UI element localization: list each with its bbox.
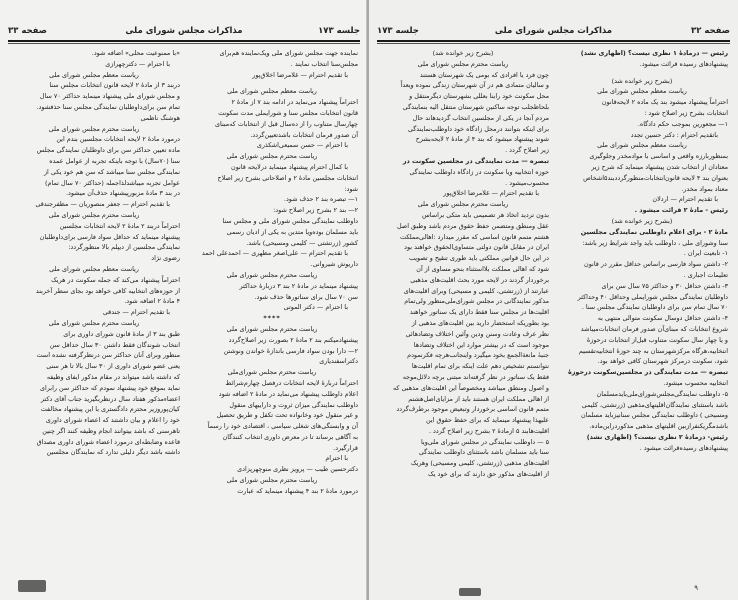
text-line: نتوانستم تشخیص دهم علت اینکه برای تمام اقلیت‌ها: [411, 362, 549, 371]
text-line: اعلام داوطلب پیشنهاد می‌نماید در مادهٔ ۲ اضافه شود: [218, 389, 358, 398]
text-line: و مجلس شورای ملی پیشنهاد مینماید حداکثر ۷۰ سال: [39, 92, 180, 101]
text-line: ۷۰ سال تمام سن برای داوطلبان نمایندگی مجلس سنا .: [581, 303, 728, 312]
left-page-column-right: [186, 48, 358, 497]
text-line: پیشنهاد مینماید در مادهٔ ۲ بند ۳ دربارهٔ حداکثر: [239, 281, 358, 290]
text-line: فقط یک سناتور در نظر گرفته‌اند مبتنی برچه دلائل‌موجه: [402, 372, 549, 381]
text-line: ایران در مقابل قانون دولتی متساوی‌الحقوق خواهند بود: [404, 243, 549, 252]
address-heading: ریاست محترم مجلس شورای ملی: [417, 59, 509, 68]
text-line: دکترحسین طیب — پرویز نظری منوچهرپزادی: [237, 465, 358, 474]
text-line: داشته باشد دیگر دلیلی ندارد که نمایندگان مجلسین: [46, 448, 180, 457]
address-heading: ریاست محترم مجلس شورای ملی: [48, 210, 140, 219]
text-line: ماده تعیین حداکثر سن برای داوطلبان نمایندگی مجلس: [36, 146, 180, 155]
text-line: در این حال قوانین مملکتی باید طوری تنقیح و تصویب: [409, 254, 549, 263]
text-line: شوند پیشنهاد میشود که بند ۴ از مادهٔ ۲ لایحه‌بشرح: [415, 135, 549, 144]
text-line: تعلیمات اجباری .: [683, 270, 728, 279]
text-line: بعنوان بند ۴ لایحه قانون‌انتخابات‌منظورگرددبند۵اشخاص: [583, 173, 728, 182]
header-rule-thin: [377, 43, 730, 44]
text-line: شود که اهالی مملکت بلااستثناء بنحو مساوی از آن: [416, 264, 549, 273]
scan-smudge: [459, 588, 481, 596]
text-line: انتخابات بشرح زیر اصلاح شود :: [644, 108, 728, 117]
speaker-line: رئیس- درمادهٔ ۲ نظری نیست؟ (اظهاری نشد): [586, 432, 728, 441]
text-line: بمنظوربارزه واقعی و اساسی با موادمخدر وجلوگیری: [589, 152, 728, 161]
text-line: برخوردار گردند در لایحه مورد بحث اقلیت‌های مذهبی: [410, 275, 549, 284]
text-line: درمورد مادهٔ ۲ لایحه انتخابات مجلسین بندم این: [56, 135, 180, 144]
text-line: مجلس‌سنا انتخاب نمایند .: [290, 59, 358, 68]
text-line: سن ۷۰ سال برای سناتورها حذف شود.: [254, 292, 358, 301]
address-heading: ریاست معظم مجلس شورای ملی: [49, 70, 139, 79]
text-line: ۱- تابعیت ایران .: [683, 249, 728, 258]
text-line: سنا باید مسلمان باشد باستثنای داوطلب نمایندگی: [418, 448, 549, 457]
text-line: معتادان از انتخاب شدن پیشنهاد مینماید که شرح زیر: [591, 162, 728, 171]
text-line: ۲— بند ۲ بشرح زیر اصلاح شود:: [273, 206, 358, 215]
text-line: احتراماً پیشنهاد میشود بند یک ماده ۲ لایحه‌قانون: [601, 98, 728, 107]
text-line: تاهرسنی که باشد بیتوانند انجام وظیفه کنند اگر چنین: [42, 426, 180, 435]
text-line: خود را اعلام و بیان داشتند که اعضاء شورای داوری: [45, 416, 180, 425]
address-heading: ریاست محترم مجلس شورای ملی: [226, 324, 318, 333]
text-line: هشتم متمم قانون اساسی که مقرر میدارد :اهالی‌مملکت: [399, 232, 549, 241]
text-line: تمام سن برای‌داوطلبان نمایندگی مجلس سنا حذفشود.: [36, 102, 180, 111]
text-line: چهارسال متناوب را از ده‌سال قبل از انتخابات که‌مبنای: [215, 119, 358, 128]
text-line: انتخابیه محسوب میشود.: [663, 378, 728, 387]
text-line: بلحاظجلب توجه ساکنین شهرستان منتقل الیه بنمایندگی: [402, 102, 549, 111]
signature-line: با احترام — دکترچهرازی: [105, 59, 170, 68]
text-line: باید مسلمان بوده‌ویا متدین به یکی از ادیان رسمی: [226, 227, 358, 236]
right-page: [369, 0, 738, 600]
scan-smudge: [18, 580, 46, 592]
address-heading: ریاست معظم مجلس شورای ملی: [597, 87, 687, 96]
page-folio: ۹: [694, 584, 698, 592]
text-line: زیر اصلاح گردد .: [505, 146, 549, 155]
text-line: ۳- داشتن حداقل ۳۰ و حداکثر ۷۵ سال سن برای: [601, 281, 728, 290]
signature-line: با تقدیم احترام — غلامرضا اخلاق‌پور: [252, 70, 348, 79]
address-heading: ریاست محترم مجلس شورای ملی: [226, 270, 318, 279]
address-heading: ریاست معظم مجلس شورای ملی: [49, 264, 139, 273]
text-line: ۵ — داوطلب نمایندگی در مجلس شورای ملی‌ویا: [420, 437, 549, 446]
text-line: چون فرد یا افرادی که بومی یک شهرستان هستند: [419, 70, 549, 79]
speaker-line: تبصره — مدت نمایندگی در مجلسین سکونت در: [402, 156, 549, 165]
address-heading: ریاست محترم مجلس شورای ملی: [48, 124, 140, 133]
text-line: باشد باستثنای نمایندگان‌اقلیتهای‌مذهبی (زرتشتی، کلیمی: [581, 400, 728, 409]
text-line: نمایندگی مجلس سنا میباشد که سن هم خود یکی از: [43, 167, 180, 176]
text-line: و غیر منقول خود وخانواده تحت تکفل و طریق تحصیل: [216, 411, 358, 420]
text-line: ومسیحی ) داوطلب نمایندگی مجلس سنانیزباید مسلمان: [580, 411, 728, 420]
text-line: ۴- داشتن حداقل دوسال سکونت متوالی منتهی به: [597, 314, 728, 323]
text-line: مردم آنجا در یکی از مجلسین انتخاب گردیدهاند حال: [412, 113, 549, 122]
text-line: یعنی عضو شورای داوری از ۳۰ سال بالا تا هر سنی: [46, 362, 180, 371]
address-heading: ریاست محترم مجلس شورای ملی: [48, 318, 140, 327]
address-heading: ریاست محترم مجلس شورای ملی: [417, 200, 509, 209]
text-line: احتراماً دربارهٔ لایحه انتخابات درفصل چهارم‌شرائط: [225, 378, 358, 387]
text-line: محل سکونت خود رابنا بعللی بشهرستان دیگرمنتقل و: [409, 92, 549, 101]
text-line: قرارگیرد.: [333, 443, 358, 452]
text-line: آن و وابستگی‌های شغلی سیاسی ، اقتصادی خود را رسماً: [207, 422, 358, 431]
text-line: عقل ومنطق ومتضمن حفظ حقوق مردم باشد وطبق اصل: [396, 221, 549, 230]
text-line: کیان‌پوروزیر محترم دادگستری با این پیشنهاد مخالفت: [40, 405, 180, 414]
left-page: [0, 0, 368, 600]
header-rule: [377, 40, 730, 42]
text-line: نماینده جهت مجلس شورای ملی ویک‌نماینده هم‌برای: [219, 49, 358, 57]
text-line: ۱— تبصره بند ۲ حذف شود.: [283, 195, 358, 204]
text-line: «با ممنوعیت محلی» اضافه شود.: [91, 49, 180, 57]
page-number: صفحه ۳۳: [8, 26, 47, 36]
text-line: از اهالی مملکت ایران هستند باید از مزایای‌اصل‌هشتم: [408, 394, 549, 403]
text-line: از اقلیت‌های مذکور حق دارند که برای خود یک: [427, 470, 549, 479]
text-line: جنبهٔ مانعةالجمع بخود میگیرد واینجانب‌هرچه فکرنمودم: [407, 351, 549, 360]
text-line: ۲- داشتن سواد فارسی براساس حداقل مقرر در قانون: [584, 260, 728, 269]
text-line: نظر عرف وعادت وسنن ودین وآئین اختلاف وتضادهائی: [405, 329, 549, 338]
text-line: سنا (۷۰سال) با توجه باینکه تجربه از عوامل عمده: [49, 156, 180, 165]
running-title: مذاکرات مجلس شورای ملی: [494, 26, 613, 36]
text-line: که داشته باشد میتواند در مقام مذکور ایفای وظیفه: [46, 372, 180, 381]
signature-line: با احترام — حسن سمیعی‌اشکذری: [256, 141, 348, 150]
text-line: احتراماً دربند ۲ مادهٔ ۲ لایحه انتخابات مجلسین: [59, 221, 180, 230]
text-line: انتخابات مجلسین مادهٔ ۲ و اصلاحاتی بشرح زیر اصلاح: [217, 173, 358, 182]
speaker-line: مادهٔ ۲ - برای اعلام داوطلبی نمایندگی مجلسین: [580, 227, 728, 236]
text-line: شود، سکونت درمرکز شهرستان کافی خواهد بود.: [597, 357, 728, 366]
text-line: داوطلب نمایندگی مجلس شورای ملی و مجلس سنا: [222, 216, 358, 225]
text-line: داریوش شیروانی.: [310, 260, 358, 269]
speaker-line: رئیس — درمادهٔ ۱ نظری نیست؟ (اظهاری نشد): [580, 49, 728, 57]
text-line: اقلیت‌ها در مجلس سنا فقط دارای یک سناتور خواهند: [409, 308, 549, 317]
address-heading: ریاست محترم مجلس شورای‌ملی: [227, 368, 317, 377]
text-line: انتخابیه،هرگاه مرکزشهرستان به چند حوزهٔ انتخابیه‌تقسیم: [578, 346, 728, 355]
text-line: احتراماً پیشنهاد می‌کند که جمله سکونت در هریک: [51, 275, 180, 284]
text-line: کشور (زرتشتی — کلیمی ومسیحی) باشد.: [246, 238, 358, 247]
running-title: مذاکرات مجلس شورای ملی: [125, 26, 243, 36]
text-line: داوطلبان نمایندگی مجلس شورایملی وحداقل ۴۰ وحداکثر: [577, 292, 728, 301]
text-line: حوزه انتخابیه ویا سکونت در زادگاه داوطلب نمایندگی: [409, 167, 549, 176]
text-line: هوشنگ ناظمی: [140, 113, 180, 122]
text-line: ۴ مادهٔ ۲ اضافه شود.: [124, 297, 180, 306]
text-line: و یا چهار سال سکونت متناوب قبل‌از انتخابات درحوزهٔ: [586, 335, 728, 344]
text-line: به آگاهی برساند تا در معرض داوری انتخاب کنندگان: [222, 432, 358, 441]
text-line: ۵- داوطلب نمایندگی‌مجلس‌شورای‌ملی‌بایدمسلمان: [596, 389, 728, 398]
text-line: و سالیان متمادی هم در آن شهرستان زندگی نموده ویعداً: [400, 81, 549, 90]
text-line: رضوی نژاد: [151, 254, 180, 263]
address-heading: ریاست محترم مجلس شورای ملی: [226, 476, 318, 485]
address-heading: (بشرح زیر خوانده شد): [611, 216, 673, 225]
signature-line: با احترام — دکتر الموتی: [283, 303, 348, 312]
text-line: و اصول ومنطق میباشد ومخصوصاً این اقلیت‌های مذهبی که: [392, 383, 549, 392]
text-line: برای اینکه بتوانند درمحل زادگاه خود داوطلب‌نمایندگی: [407, 124, 549, 133]
text-line: در بند ۳ مادهٔ مزبورپیشنهاد حذف‌آن میشود.: [65, 189, 180, 198]
right-page-column-right: [556, 48, 728, 453]
text-line: احتراماً پیشنهاد می‌نماید در ادامه بند ۷ از مادهٔ ۲: [231, 98, 358, 107]
text-line: پیشنهاد مینماید که حداقل سواد فارسی برای‌داوطلبان: [39, 232, 180, 241]
text-line: اقلیت‌هابند ۵ ازمادهٔ ۲ بشرح زیر اصلاح گردد .: [428, 426, 549, 435]
text-line: شروع انتخابات که مبنای‌آن صدور فرمان انتخابات‌میباشد: [580, 324, 728, 333]
signature-line: با کمال احترام پیشنهاد مینماید درلایحه قانون: [231, 162, 348, 171]
signature-line: باتقدیم احترام : دکتر حسین تجدد: [630, 130, 718, 139]
text-line: سنا وشورای ملی ، داوطلب باید واجد شرایط زیر باشد:: [582, 238, 728, 247]
text-line: منظور وبرای آنان حداکثر سن درنظرگرفته نشده است: [36, 351, 180, 360]
right-page-header: [377, 26, 730, 40]
address-heading: (بشرح زیر خوانده شد): [432, 49, 494, 57]
text-line: شود:: [344, 184, 358, 193]
text-line: طبق بند ۳ از مادهٔ قانون شورای داوری برای: [63, 329, 180, 338]
session-number: جلسه ۱۷۳: [377, 26, 419, 36]
text-line: پیشنهادهای رسیده قرائت میشود.: [639, 59, 728, 68]
text-line: علیهذا پیشنهاد مینماید که برای حفظ حقوق این: [426, 416, 549, 425]
text-line: از حوزه‌های انتخابیه کافی خواهد بود بجای سطر آخربند: [35, 286, 180, 295]
text-line: نمایندگی مجلسین از دیپلم بالا منظورگردد:: [68, 243, 180, 252]
signature-line: با تقدیم احترام — اردلان: [652, 195, 718, 204]
text-line: بدون تردید اتخاذ هر تصمیمی باید متکی براساس: [422, 210, 549, 219]
address-heading: ریاست معظم مجلس شورای ملی: [227, 87, 317, 96]
speaker-line: تبصره — مدت نمایندگی در مجلسین‌سکونت درحوزهٔ: [567, 368, 728, 377]
text-line: ۱— مجعورین بموجب حکم دادگاه.: [637, 119, 728, 128]
header-rule: [8, 40, 360, 42]
text-line: دکتراسفندیاری: [319, 357, 358, 366]
text-line: آن صدور فرمان انتخابات باشدتعیین‌گردد.: [250, 130, 358, 139]
address-heading: ریاست محترم مجلس شورای ملی: [226, 152, 318, 161]
left-page-column-left: [8, 48, 180, 458]
text-line: اعضاءمذکور هفتاد سال درنظربگیرید جناب آقای دکتر: [40, 394, 180, 403]
address-heading: (بشرح زیر خوانده شد): [611, 76, 673, 85]
text-line: انتخاب شوندگان فقط داشتن ۳۰ سال حداقل سن: [49, 340, 180, 349]
text-line: معتاد بمواد مخدر.: [681, 184, 728, 193]
page-number: صفحه ۳۲: [691, 26, 730, 36]
signature-line: با تقدیم احترام — جندقی: [102, 308, 170, 317]
text-line: اقلیت‌های مذهبی (زرتشتی، کلیمی ومسیحی) وهریک: [410, 459, 549, 468]
right-page-column-left: [377, 48, 549, 480]
text-line: ۲— دارا بودن سواد فارسی باندازهٔ خواندن ونوشتن: [223, 346, 358, 355]
text-line: دربند ۳ از مادهٔ ۲ لایحه قانون انتخابات مجلس سنا: [49, 81, 180, 90]
signature-line: با احترام: [325, 454, 348, 463]
text-line: متمم قانون اساسی برخوردار وتبعیض موجود برطرف‌گردد: [396, 405, 549, 414]
text-line: پیشنهادمیکنم بند ۲ مادهٔ ۲ بصورت زیر اصلاح‌گردد: [228, 335, 358, 344]
text-line: قاعده وضابطه‌ای درمورد اعضاء شورای داوری مصداق: [36, 437, 180, 446]
signature-line: با تقدیم احترام — جعفر منصوریان — مظفرجندقی: [35, 200, 170, 209]
header-rule-thin: [8, 43, 360, 44]
text-line: مذکور نمایندگانی در مجلس شورای‌ملی‌منظور ولی‌تمام: [404, 297, 549, 306]
text-line: باشدمگریکنفرازبین اقلیتهای مذهبی مذکوردراین‌ماده.: [589, 422, 728, 431]
signature-line: با تقدیم احترام — غلامرضا اخلاق‌پور: [443, 189, 539, 198]
text-line: بود بطوریکه استحضار دارید بین اقلیت‌های مذهبی از: [411, 318, 549, 327]
text-line: قانون انتخابات مجلس سنا و شورایملی مدت سکونت: [218, 108, 358, 117]
text-line: درمورد مادهٔ ۲ بند ۴ پیشنهاد مینماید که عبارت: [237, 486, 358, 495]
left-page-header: [8, 26, 360, 40]
text-line: عبارتند از (زرتشتی، کلیمی و مسیحی) وبرای اقلیت‌های: [403, 286, 549, 295]
signature-line: با تقدیم احترام — علی‌اصغر مظهری — احمدعلی احمد: [201, 249, 348, 258]
text-line: داوطلب نمایندگی میزان ثروت و داراییهای منقول: [229, 400, 358, 409]
text-line: نماید بموقع خود پیشنهاد نمودم که حداکثر سن رابرای: [40, 383, 180, 392]
address-heading: ریاست معظم مجلس شورای ملی: [597, 141, 687, 150]
speaker-line: رئیس - مادهٔ ۲ قرائت میشود .: [634, 206, 728, 215]
section-separator: ****: [263, 314, 281, 323]
text-line: موجود است که در بیشتر موارد این اختلاف وتضادها: [413, 340, 549, 349]
session-number: جلسه ۱۷۳: [318, 26, 360, 36]
text-line: عوامل تجربه میباشدلذاجمله (حداکثر ۷۰ سال تمام): [45, 178, 180, 187]
text-line: پیشنهادهای رسیده‌قرائت میشود .: [639, 443, 728, 452]
text-line: محسوب‌میشود .: [505, 178, 549, 187]
